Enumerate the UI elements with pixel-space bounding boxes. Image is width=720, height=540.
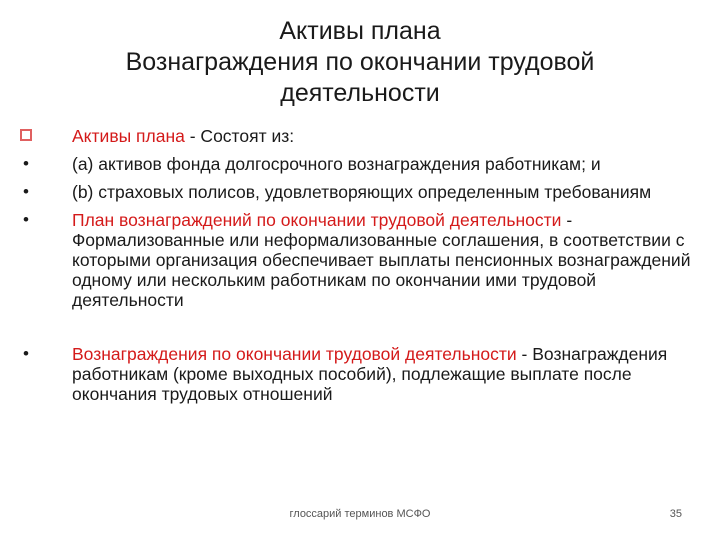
title-line-2: Вознаграждения по окончании трудовой <box>125 48 595 76</box>
page-number: 35 <box>669 508 682 520</box>
list-item-a <box>20 154 700 174</box>
list-item-benefit-plan <box>20 210 700 310</box>
item-b-text: (b) страховых полисов, удовлетворяющих определенным требованиям <box>72 182 652 202</box>
bullet-icon: • <box>23 344 29 363</box>
definition-plan-assets: - Состоят из: <box>184 126 295 146</box>
title-line-1: Активы плана <box>279 17 441 45</box>
term-plan-assets: Активы плана <box>72 126 185 146</box>
bullet-icon: • <box>23 154 29 173</box>
bullet-icon: • <box>23 182 29 201</box>
spacer <box>20 318 700 344</box>
bullet-list <box>20 126 700 412</box>
title-line-3: деятельности <box>280 79 440 107</box>
slide-title <box>60 16 660 109</box>
term-benefit-plan: План вознаграждений по окончании трудовой деятельности <box>72 210 562 230</box>
definition-benefit-plan: - Формализованные или неформализованные соглашения, в соответствии с которыми организация обеспечивает выплаты пенсионных вознаграждений одному или нескольким работникам по окончании ими трудовой деятельности <box>72 210 691 310</box>
list-item-post-employment-benefits <box>20 344 700 404</box>
list-item-b <box>20 182 700 202</box>
list-item-plan-assets <box>20 126 700 146</box>
square-bullet-icon <box>20 129 32 141</box>
item-a-text: (a) активов фонда долгосрочного вознаграждения работникам; и <box>72 154 601 174</box>
definition-post-employment-benefits: - Вознаграждения работникам (кроме выходных пособий), подлежащие выплате после окончания трудовых отношений <box>72 344 668 404</box>
bullet-icon: • <box>23 210 29 229</box>
term-post-employment-benefits: Вознаграждения по окончании трудовой деятельности <box>72 344 517 364</box>
footer-text: глоссарий терминов МСФО <box>289 508 431 520</box>
